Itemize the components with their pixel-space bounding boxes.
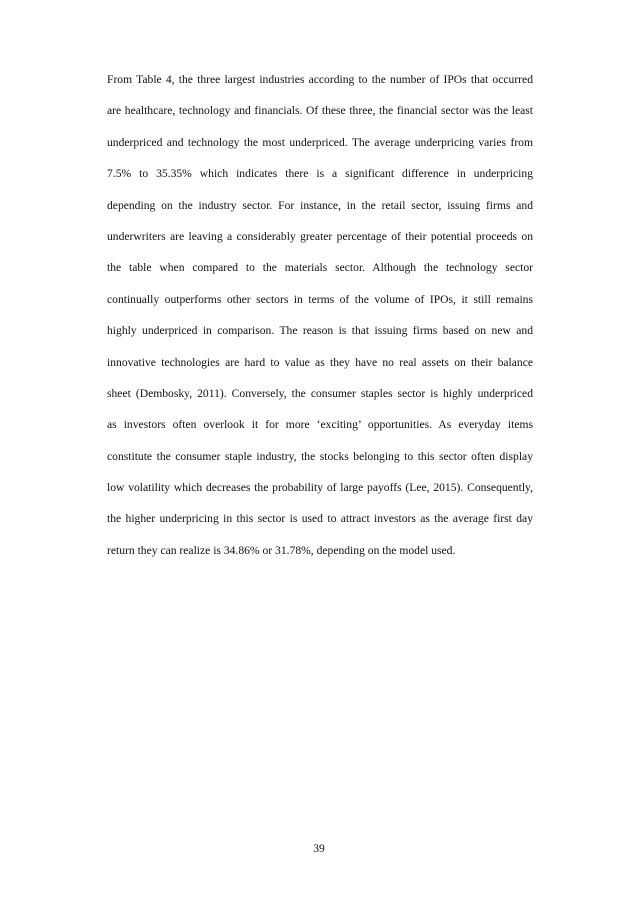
paragraph-line: innovative technologies are hard to value as they have no real assets on their balance	[107, 355, 533, 369]
paragraph-line: as investors often overlook it for more ‘exciting’ opportunities. As everyday items	[107, 418, 533, 432]
paragraph-line: underwriters are leaving a considerably greater percentage of their potential proceeds on	[107, 229, 533, 243]
paragraph-line: the table when compared to the materials sector. Although the technology sector	[107, 261, 533, 275]
paragraph-line: low volatility which decreases the probability of large payoffs (Lee, 2015). Consequently,	[107, 481, 533, 495]
paragraph-line: return they can realize is 34.86% or 31.78%, depending on the model used.	[107, 543, 456, 557]
paragraph-line: From Table 4, the three largest industries according to the number of IPOs that occurred	[107, 73, 533, 86]
paragraph-line: continually outperforms other sectors in terms of the volume of IPOs, it still remains	[107, 292, 533, 306]
paragraph-line: sheet (Dembosky, 2011). Conversely, the consumer staples sector is highly underpriced	[107, 386, 533, 400]
paragraph-line: are healthcare, technology and financials. Of these three, the financial sector was the least	[107, 104, 533, 118]
paragraph-line: depending on the industry sector. For instance, in the retail sector, issuing firms and	[107, 198, 533, 212]
paragraph-line: 7.5% to 35.35% which indicates there is a significant difference in underpricing	[107, 167, 533, 181]
paragraph-line: highly underpriced in comparison. The reason is that issuing firms based on new and	[107, 324, 533, 338]
paragraph-line: the higher underpricing in this sector is used to attract investors as the average first day	[107, 512, 533, 526]
page-number: 39	[313, 842, 325, 855]
paragraph-line: underpriced and technology the most underpriced. The average underpricing varies from	[107, 135, 533, 149]
paragraph-line: constitute the consumer staple industry, the stocks belonging to this sector often display	[107, 449, 533, 463]
body-paragraph	[107, 64, 533, 566]
